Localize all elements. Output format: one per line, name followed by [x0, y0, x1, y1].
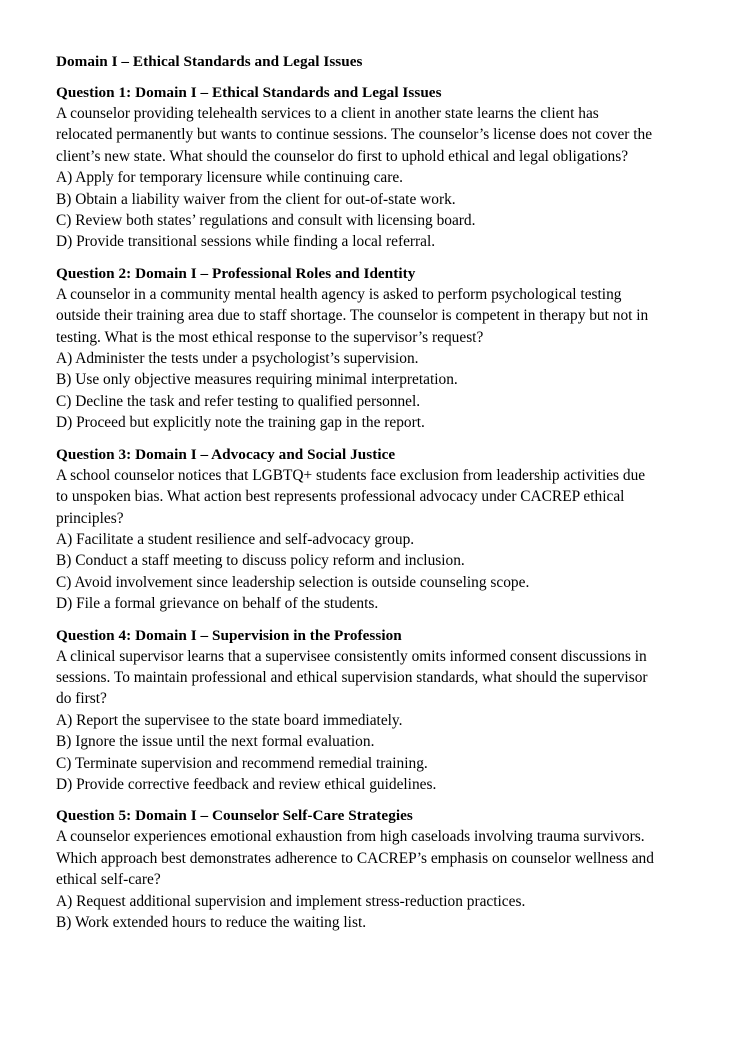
answer-option[interactable]: A) Administer the tests under a psychologist’s supervision.	[56, 350, 419, 368]
question-stem: A counselor providing telehealth services to a client in another state learns the client has relocated permanently but wants to continue sessions. The counselor’s license does not cover the client’s new state. What should the counselor do first to uphold ethical and legal obligations?	[56, 105, 653, 165]
question-heading: Question 1: Domain I – Ethical Standards and Legal Issues	[56, 84, 442, 101]
question-stem: A school counselor notices that LGBTQ+ students face exclusion from leadership activities due to unspoken bias. What action best represents professional advocacy under CACREP ethical principles?	[56, 466, 646, 527]
answer-option[interactable]: C) Review both states’ regulations and consult with licensing board.	[56, 212, 476, 230]
question-stem: A counselor in a community mental health agency is asked to perform psychological testing outside their training area due to staff shortage. The counselor is competent in therapy but not in testing. What is the most ethical response to the supervisor’s request?	[56, 285, 649, 346]
answer-option[interactable]: D) Proceed but explicitly note the training gap in the report.	[56, 414, 425, 432]
question-options	[56, 529, 657, 615]
answer-option[interactable]: D) Provide transitional sessions while finding a local referral.	[56, 233, 436, 251]
document-content	[56, 51, 657, 943]
question-block	[56, 444, 657, 615]
answer-option[interactable]: B) Conduct a staff meeting to discuss policy reform and inclusion.	[56, 552, 465, 570]
question-block	[56, 82, 657, 253]
question-options	[56, 167, 657, 253]
answer-option[interactable]: B) Use only objective measures requiring minimal interpretation.	[56, 371, 458, 389]
question-options	[56, 891, 657, 934]
question-heading: Question 4: Domain I – Supervision in the Profession	[56, 626, 402, 644]
answer-option[interactable]: A) Report the supervisee to the state board immediately.	[56, 711, 403, 729]
question-heading: Question 5: Domain I – Counselor Self-Care Strategies	[56, 807, 413, 825]
answer-option[interactable]: A) Apply for temporary licensure while continuing care.	[56, 169, 404, 187]
question-heading: Question 2: Domain I – Professional Roles and Identity	[56, 264, 416, 282]
questions-list	[56, 82, 657, 933]
document-title: Domain I – Ethical Standards and Legal Issues	[56, 53, 363, 70]
question-options	[56, 348, 657, 434]
answer-option[interactable]: C) Avoid involvement since leadership selection is outside counseling scope.	[56, 573, 530, 591]
question-heading: Question 3: Domain I – Advocacy and Social Justice	[56, 445, 396, 463]
answer-option[interactable]: C) Decline the task and refer testing to qualified personnel.	[56, 392, 421, 410]
answer-option[interactable]: A) Request additional supervision and implement stress-reduction practices.	[56, 892, 526, 910]
question-stem: A clinical supervisor learns that a supervisee consistently omits informed consent discussions in sessions. To maintain professional and ethical supervision standards, what should the supervisor do first?	[56, 647, 648, 708]
question-block	[56, 625, 657, 796]
question-block	[56, 805, 657, 933]
question-stem: A counselor experiences emotional exhaustion from high caseloads involving trauma survivors. Which approach best demonstrates adherence to CACREP’s emphasis on counselor wellness and ethical self-care?	[56, 828, 654, 889]
question-block	[56, 263, 657, 434]
answer-option[interactable]: C) Terminate supervision and recommend remedial training.	[56, 754, 428, 772]
answer-option[interactable]: B) Obtain a liability waiver from the client for out-of-state work.	[56, 190, 456, 208]
question-options	[56, 710, 657, 796]
answer-option[interactable]: B) Ignore the issue until the next formal evaluation.	[56, 733, 375, 751]
answer-option[interactable]: B) Work extended hours to reduce the waiting list.	[56, 914, 367, 931]
answer-option[interactable]: D) Provide corrective feedback and review ethical guidelines.	[56, 775, 437, 793]
answer-option[interactable]: A) Facilitate a student resilience and self-advocacy group.	[56, 530, 415, 548]
answer-option[interactable]: D) File a formal grievance on behalf of the students.	[56, 595, 379, 613]
